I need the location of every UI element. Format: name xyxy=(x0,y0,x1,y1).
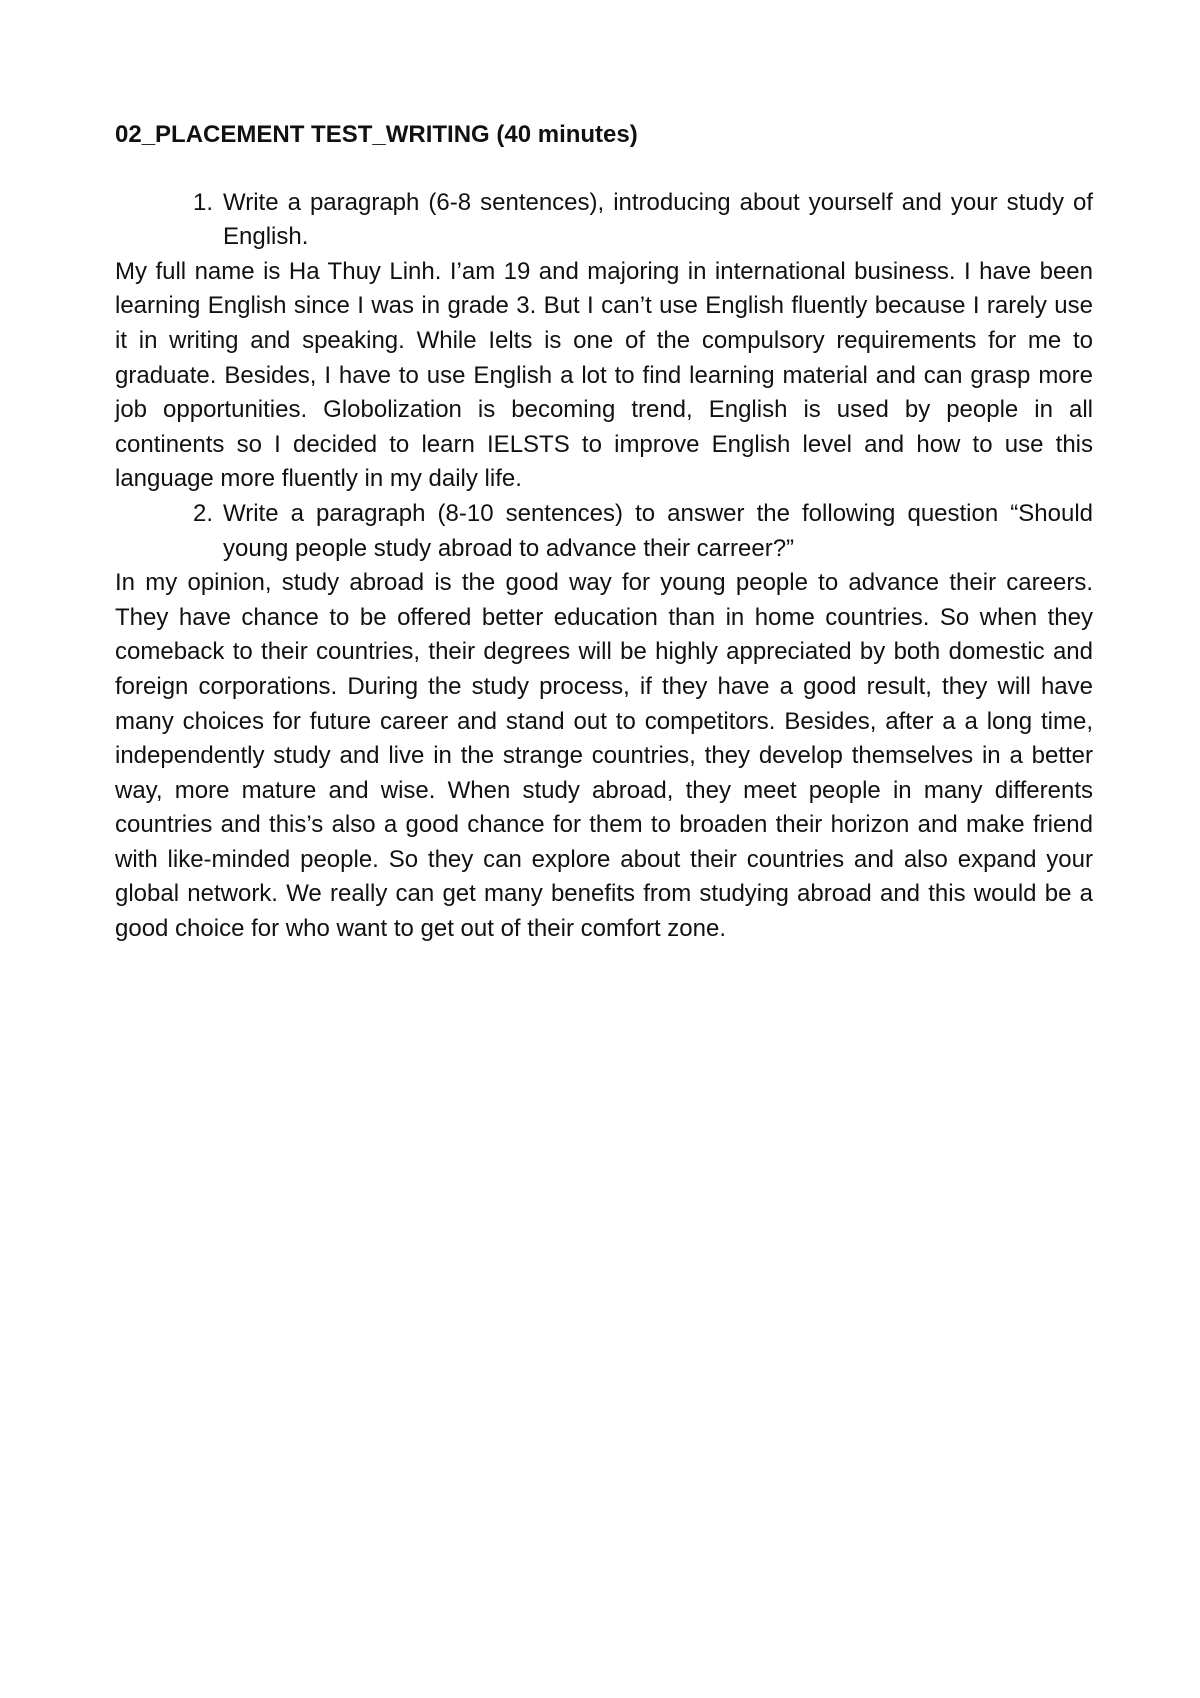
document-title: 02_PLACEMENT TEST_WRITING (40 minutes) xyxy=(115,121,638,148)
task-number: 2. xyxy=(192,499,213,527)
task-number: 1. xyxy=(192,188,213,216)
task-prompt-1 xyxy=(115,186,1093,255)
task-answer-2: In my opinion, study abroad is the good way for young people to advance their careers. They have chance to be offered better education than in home countries. So when they comeback to their countries, their degrees will be highly appreciated by both domestic and foreign corporations. During the study process, if they have a good result, they will have many choices for future career and stand out to competitors. Besides, after a a long time, independently study and live in the strange countries, they develop themselves in a better way, more mature and wise. When study abroad, they meet people in many differents countries and this’s also a good chance for them to broaden their horizon and make friend with like-minded people. So they can explore about their countries and also expand your global network. We really can get many benefits from studying abroad and this would be a good choice for who want to get out of their comfort zone. xyxy=(115,569,1093,943)
task-answer-1: My full name is Ha Thuy Linh. I’am 19 and majoring in international business. I have been learning English since I was in grade 3. But I can’t use English fluently because I rarely use it in writing and speaking. While Ielts is one of the compulsory requirements for me to graduate. Besides, I have to use English a lot to find learning material and can grasp more job opportunities. Globolization is becoming trend, English is used by people in all continents so I decided to learn IELSTS to improve English level and how to use this language more fluently in my daily life. xyxy=(115,257,1093,493)
document-body xyxy=(115,118,1093,947)
task-prompt-2 xyxy=(115,497,1093,566)
task-prompt-text: Write a paragraph (8-10 sentences) to answer the following question “Should young people study abroad to advance their carreer?” xyxy=(223,499,1093,562)
task-prompt-text: Write a paragraph (6-8 sentences), introducing about yourself and your study of English. xyxy=(223,188,1093,251)
